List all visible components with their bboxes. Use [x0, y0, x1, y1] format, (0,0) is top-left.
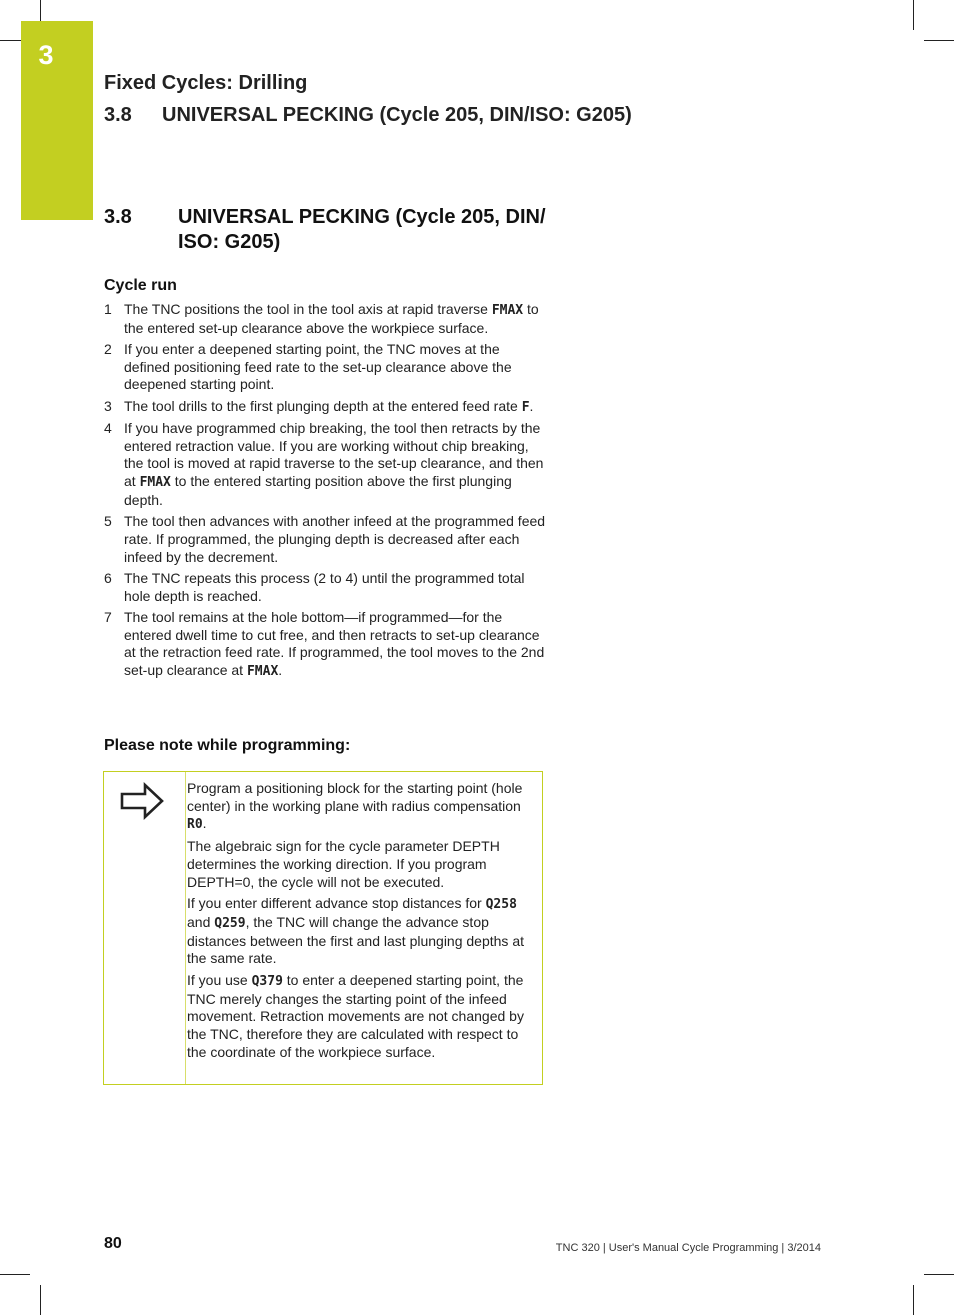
list-item: 7 The tool remains at the hole bottom—if programmed—for the entered dwell time to cut free, and then retracts to set-up clearance at the retraction feed rate. If programmed, the tool moves to the 2nd set-up clearance at FMAX. [104, 608, 545, 679]
list-item: 5 The tool then advances with another infeed at the programmed feed rate. If programmed, the plunging depth is decreased after each infeed by the decrement. [104, 513, 546, 565]
crop-mark [40, 1285, 41, 1315]
keyword: FMAX [139, 475, 171, 491]
running-header-section [104, 104, 632, 127]
keyword: FMAX [491, 303, 524, 318]
footer-text: TNC 320 | User's Manual Cycle Programming | 3/2014 [555, 1242, 821, 1254]
keyword: F [521, 399, 530, 415]
note-box [103, 771, 543, 1085]
crop-mark [924, 1274, 954, 1275]
section-heading [104, 205, 574, 255]
note-paragraph: If you use Q379 to enter a deepened starting point, the TNC merely changes the starting point of the infeed movement. Retraction movements are not changed by the TNC, therefore they are calculated with respect to the coordinate of the workpiece surface. [187, 972, 524, 1060]
cycle-run-heading: Cycle run [104, 277, 177, 294]
list-item: 3 The tool drills to the first plunging depth at the entered feed rate F. [104, 397, 534, 415]
arrow-right-icon [119, 782, 165, 820]
keyword: FMAX [246, 663, 279, 679]
list-item: 2 If you enter a deepened starting point, the TNC moves at the defined positioning feed rate to the set-up clearance above the deepened starting point. [104, 341, 512, 393]
note-paragraph: If you enter different advance stop distances for Q258 and Q259, the TNC will change the advance stop distances between the first and last plunging depths at the same rate. [187, 895, 524, 967]
crop-mark [924, 40, 954, 41]
running-header-section-number: 3.8 [104, 104, 132, 126]
keyword: R0 [187, 817, 203, 833]
note-divider [185, 772, 186, 1084]
page-number: 80 [104, 1235, 122, 1252]
list-item: 1 The TNC positions the tool in the tool axis at rapid traverse FMAX to the entered set-up clearance above the workpiece surface. [104, 301, 539, 336]
keyword: Q258 [485, 897, 517, 913]
list-item: 4 If you have programmed chip breaking, the tool then retracts by the entered retraction value. If you are working without chip breaking, the tool is moved at rapid traverse to the set-up clearance, and then at FMAX to the entered starting position above the first plunging depth. [104, 420, 544, 508]
crop-mark [40, 0, 41, 21]
crop-mark [913, 1285, 914, 1315]
note-paragraph: Program a positioning block for the starting point (hole center) in the working plane with radius compensation R0. [187, 780, 523, 833]
section-number: 3.8 [104, 206, 132, 228]
notes-heading: Please note while programming: [104, 737, 351, 754]
crop-mark [913, 0, 914, 30]
running-header-chapter: Fixed Cycles: Drilling [104, 72, 308, 94]
note-text [187, 780, 532, 1066]
chapter-number: 3 [38, 40, 54, 70]
crop-mark [0, 1274, 30, 1275]
cycle-run-steps [104, 301, 549, 684]
note-paragraph: The algebraic sign for the cycle parameter DEPTH determines the working direction. If you program DEPTH=0, the cycle will not be executed. [187, 838, 500, 890]
section-title: UNIVERSAL PECKING (Cycle 205, DIN/ ISO: G205) [178, 206, 546, 253]
keyword: Q259 [214, 915, 246, 931]
list-item: 6 The TNC repeats this process (2 to 4) until the programmed total hole depth is reached. [104, 569, 525, 604]
keyword: Q379 [251, 974, 283, 990]
running-header-section-title: UNIVERSAL PECKING (Cycle 205, DIN/ISO: G205) [162, 104, 632, 126]
